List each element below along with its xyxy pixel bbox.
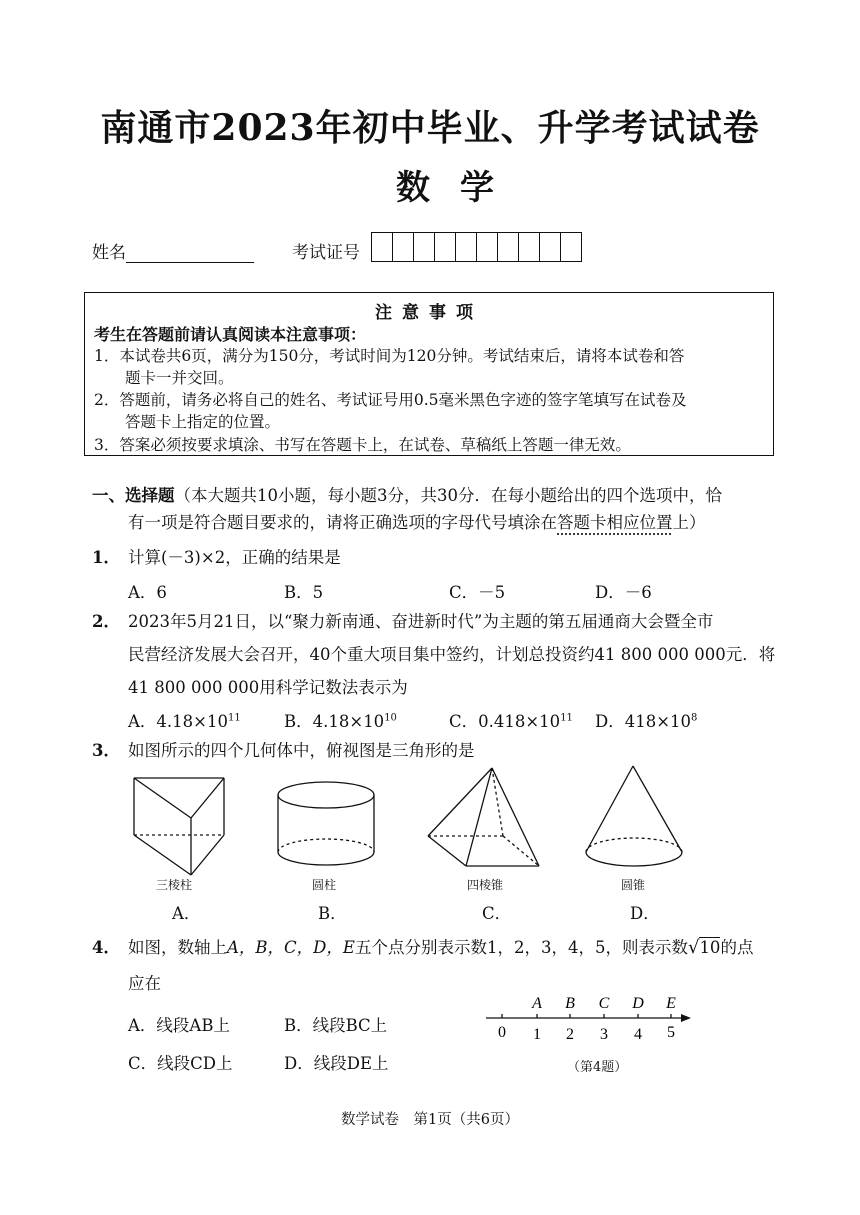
q4-option-b[interactable]: B．线段BC上 bbox=[284, 1016, 388, 1035]
q2-option-d[interactable]: D．$418\times 10^8$ bbox=[595, 712, 698, 731]
sqrt-radicand: 10 bbox=[699, 938, 721, 957]
axis-letter: D bbox=[632, 995, 644, 1012]
q3-text: 如图所示的四个几何体中，俯视图是三角形的是 bbox=[128, 741, 475, 760]
notice-box bbox=[84, 292, 774, 456]
q3-option-c[interactable]: C． bbox=[482, 904, 512, 923]
square-pyramid-figure bbox=[428, 768, 539, 866]
subject-title: 数学 bbox=[396, 168, 524, 208]
q1-option-a[interactable]: A．6 bbox=[128, 583, 167, 602]
figure-caption: 圆锥 bbox=[621, 878, 646, 892]
figure-caption: 三棱柱 bbox=[156, 878, 193, 892]
axis-number: 2 bbox=[566, 1026, 574, 1043]
answer-card-emphasis: 答题卡相应位置 bbox=[557, 513, 673, 532]
id-label: 考试证号 bbox=[292, 243, 360, 263]
notice-item: 1．本试卷共6页，满分为150分，考试时间为120分钟。考试结束后，请将本试卷和答 bbox=[94, 347, 685, 365]
section-title: 一、选择题 bbox=[92, 486, 175, 505]
cone-figure bbox=[586, 766, 682, 866]
exam-id-boxes[interactable] bbox=[371, 232, 582, 262]
axis-number: 1 bbox=[533, 1026, 541, 1043]
section-desc-2: 有一项是符合题目要求的，请将正确选项的字母代号填涂在答题卡相应位置上） bbox=[128, 513, 706, 532]
axis-letter: A bbox=[532, 995, 542, 1012]
name-blank[interactable] bbox=[126, 244, 254, 263]
q4-line-2: 应在 bbox=[128, 974, 161, 993]
q1-option-c[interactable]: C．－5 bbox=[449, 583, 506, 602]
notice-item: 题卡一并交回。 bbox=[94, 369, 234, 387]
axis-letter: B bbox=[565, 995, 575, 1012]
q4-text: 如图，数轴上A，B，C，D，E五个点分别表示数1，2，3，4，5，则表示数√10的点 bbox=[128, 937, 754, 958]
question-4: 4． bbox=[92, 938, 120, 957]
q4-option-c[interactable]: C．线段CD上 bbox=[128, 1054, 233, 1073]
q3-figures bbox=[0, 760, 860, 880]
cylinder-figure bbox=[278, 782, 374, 865]
sqrt-symbol: √ bbox=[687, 937, 700, 958]
question-2: 2． bbox=[92, 612, 120, 631]
page-footer: 数学试卷 第1页（共6页） bbox=[341, 1112, 519, 1128]
notice-item: 3．答案必须按要求填涂、书写在答题卡上，在试卷、草稿纸上答题一律无效。 bbox=[94, 436, 631, 454]
axis-number: 4 bbox=[634, 1026, 642, 1043]
name-label: 姓名 bbox=[92, 243, 126, 263]
number-line-figure bbox=[480, 990, 700, 1050]
notice-item: 答题卡上指定的位置。 bbox=[94, 413, 281, 431]
q2-option-c[interactable]: C．$0.418\times 10^{11}$ bbox=[449, 712, 573, 731]
notice-lead: 考生在答题前请认真阅读本注意事项： bbox=[94, 325, 367, 344]
q2-line-3: 41 800 000 000用科学记数法表示为 bbox=[128, 678, 408, 697]
axis-number: 0 bbox=[498, 1024, 506, 1041]
figure-caption: （第4题） bbox=[567, 1060, 628, 1075]
q1-text: 计算(－3)×2，正确的结果是 bbox=[128, 548, 341, 567]
notice-item: 2．答题前，请务必将自己的姓名、考试证号用0.5毫米黑色字迹的签字笔填写在试卷及 bbox=[94, 391, 687, 409]
q2-option-a[interactable]: A．$4.18\times 10^{11}$ bbox=[128, 712, 241, 731]
q3-option-b[interactable]: B． bbox=[318, 904, 347, 923]
point-letters: A，B，C，D，E bbox=[227, 938, 355, 957]
axis-arrow-icon bbox=[681, 1014, 691, 1022]
q4-option-d[interactable]: D．线段DE上 bbox=[284, 1054, 389, 1073]
axis-letter: E bbox=[666, 995, 676, 1012]
q4-option-a[interactable]: A．线段AB上 bbox=[128, 1016, 230, 1035]
q3-option-d[interactable]: D． bbox=[630, 904, 660, 923]
axis-letter: C bbox=[598, 995, 610, 1012]
section-desc: （本大题共10小题，每小题3分，共30分．在每小题给出的四个选项中，恰 bbox=[174, 486, 722, 505]
notice-title: 注意事项 bbox=[375, 303, 483, 323]
figure-caption: 圆柱 bbox=[312, 878, 337, 892]
question-3: 3． bbox=[92, 741, 120, 760]
axis-number: 3 bbox=[600, 1026, 608, 1043]
figure-caption: 四棱锥 bbox=[467, 878, 504, 892]
name-field bbox=[92, 238, 254, 263]
q1-option-b[interactable]: B．5 bbox=[284, 583, 324, 602]
q1-option-d[interactable]: D．－6 bbox=[595, 583, 652, 602]
axis-number: 5 bbox=[667, 1024, 675, 1041]
exam-title: 南通市2023年初中毕业、升学考试试卷 bbox=[100, 107, 760, 149]
q2-line-2: 民营经济发展大会召开，40个重大项目集中签约，计划总投资约41 800 000 000元．将 bbox=[128, 645, 776, 664]
q2-line-1: 2023年5月21日，以“聚力新南通、奋进新时代”为主题的第五届通商大会暨全市 bbox=[128, 612, 714, 631]
q2-option-b[interactable]: B．$4.18\times 10^{10}$ bbox=[284, 712, 397, 731]
q3-option-a[interactable]: A． bbox=[172, 904, 201, 923]
triangular-prism-figure bbox=[134, 778, 224, 875]
question-1: 1． bbox=[92, 548, 120, 567]
section-heading bbox=[92, 484, 722, 508]
